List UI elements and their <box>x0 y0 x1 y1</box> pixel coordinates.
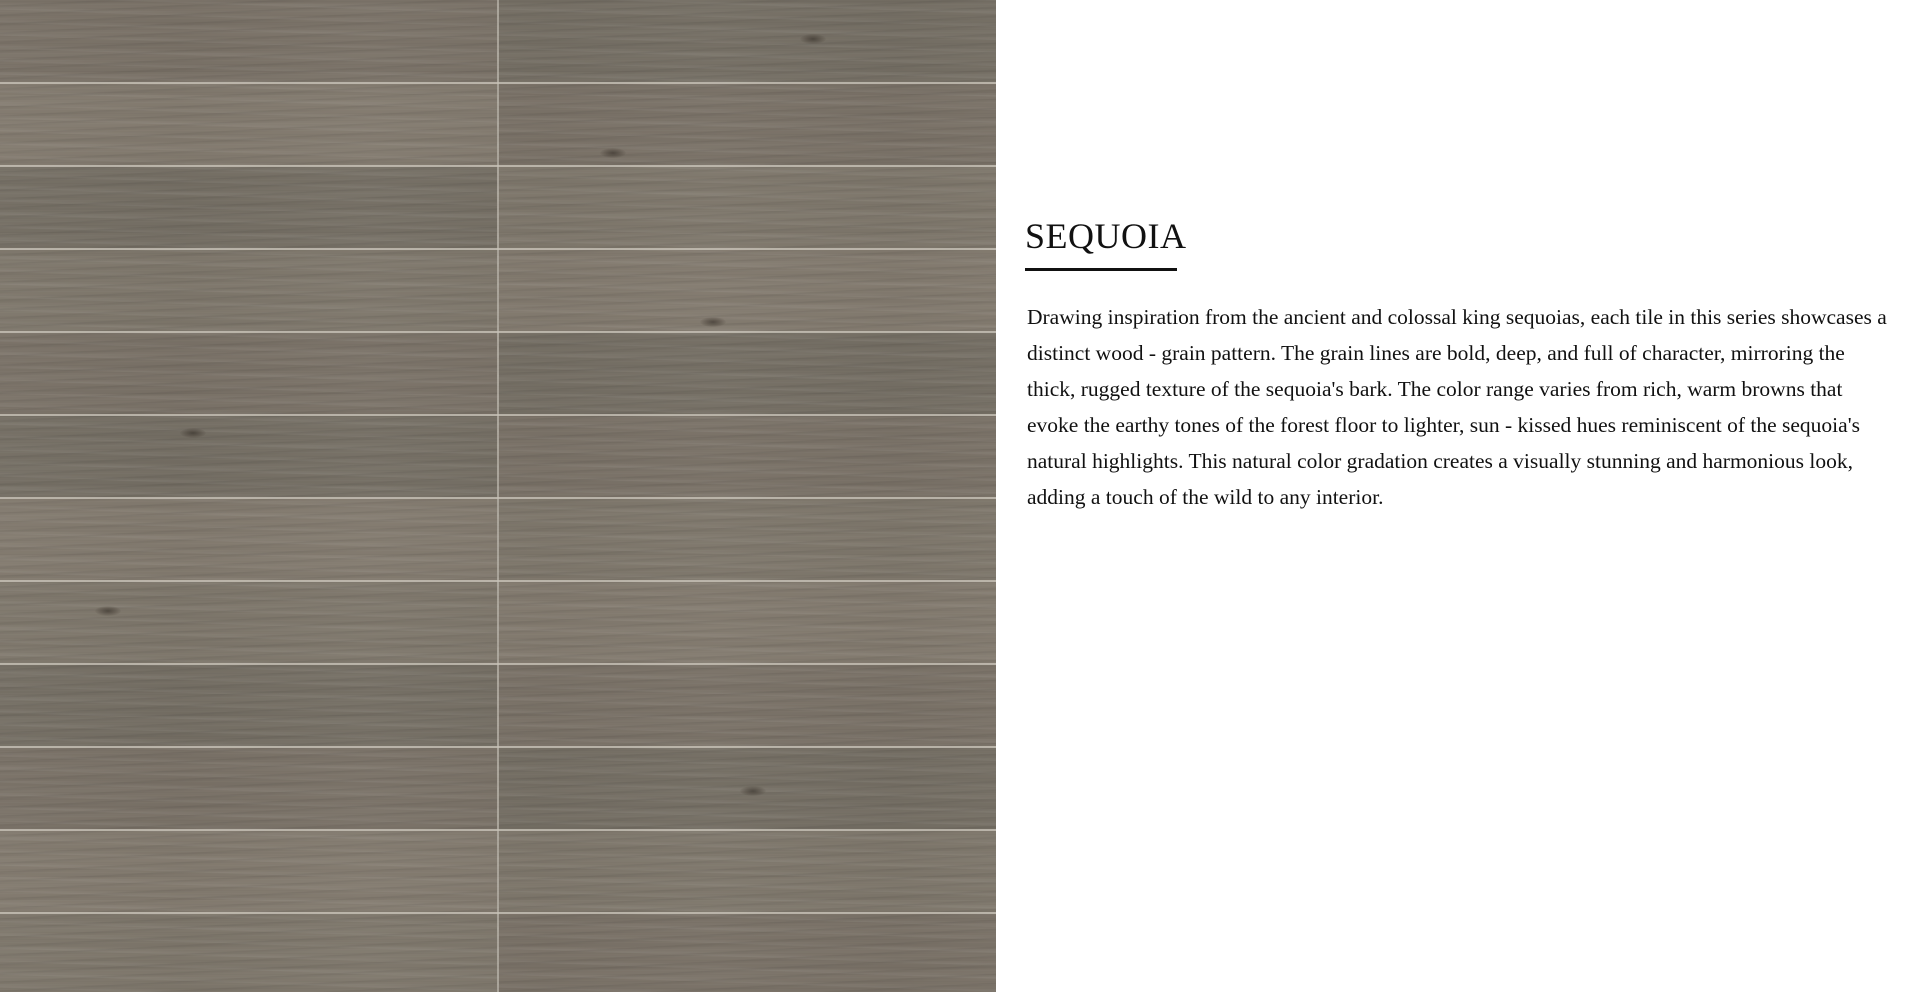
wood-plank <box>499 581 996 664</box>
title-underline <box>1025 268 1177 271</box>
wood-plank <box>0 498 497 581</box>
wood-plank <box>499 166 996 249</box>
product-info <box>1025 215 1885 515</box>
product-description: Drawing inspiration from the ancient and colossal king sequoias, each tile in this series showcases a distinct wood - grain pattern. The grain lines are bold, deep, and full of character, mirroring the thick, rugged texture of the sequoia's bark. The color range varies from rich, warm browns that evoke the earthy tones of the forest floor to lighter, sun - kissed hues reminiscent of the sequoia's natural highlights. This natural color gradation creates a visually stunning and harmonious look, adding a touch of the wild to any interior. <box>1027 305 1887 510</box>
wood-plank <box>0 581 497 664</box>
wood-plank <box>499 498 996 581</box>
wood-knot <box>700 317 726 327</box>
wood-knot <box>740 786 766 796</box>
wood-plank <box>499 913 996 992</box>
wood-knot <box>800 34 826 44</box>
wood-plank <box>0 83 497 166</box>
wood-plank <box>499 664 996 747</box>
wood-plank <box>0 913 497 992</box>
wood-plank <box>0 332 497 415</box>
wood-plank <box>499 0 996 83</box>
product-title: SEQUOIA <box>1025 216 1187 256</box>
wood-plank <box>499 249 996 332</box>
tile-joint <box>497 0 499 992</box>
wood-plank <box>499 415 996 498</box>
wood-plank <box>499 830 996 913</box>
wood-knot <box>600 148 626 158</box>
wood-plank <box>0 830 497 913</box>
wood-plank <box>0 166 497 249</box>
wood-plank <box>0 0 497 83</box>
wood-knot <box>180 428 206 438</box>
wood-plank <box>0 747 497 830</box>
wood-plank <box>499 83 996 166</box>
wood-plank <box>499 332 996 415</box>
wood-plank <box>0 415 497 498</box>
wood-plank <box>0 664 497 747</box>
wood-knot <box>95 606 121 616</box>
wood-plank <box>0 249 497 332</box>
